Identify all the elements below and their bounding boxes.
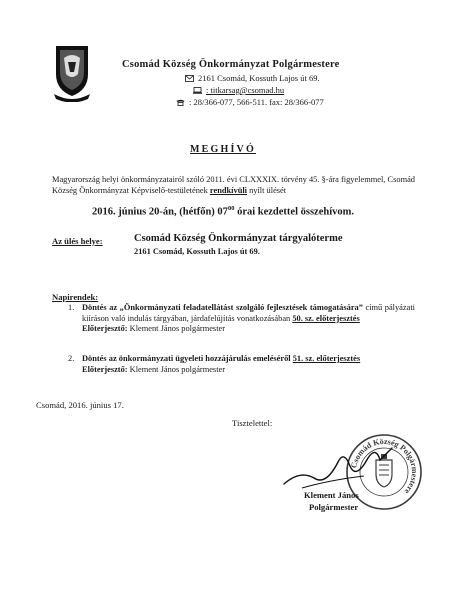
telephone-icon (176, 99, 185, 106)
presenter-label: Előterjesztő: (82, 364, 128, 374)
agenda-item-number: 1. (68, 303, 75, 312)
presenter-label: Előterjesztő: (82, 324, 128, 333)
phone-line (176, 97, 324, 107)
stamp-text: Csomád Község Polgármestere (349, 436, 420, 497)
location-label: Az ülés helye: (52, 236, 103, 246)
email-line (193, 85, 284, 95)
agenda-item-reference: 50. sz. előterjesztés (292, 313, 360, 323)
presenter-name: Klement János polgármester (127, 324, 226, 333)
address-text: 2161 Csomád, Kossuth Lajos út 69. (198, 73, 320, 83)
agenda-item (68, 354, 415, 375)
place-and-date: Csomád, 2016. június 17. (36, 400, 124, 410)
agenda-item-title: Döntés az „Önkormányzati feladatellátást szolgáló fejlesztések támogatására” (82, 303, 363, 312)
location-name: Csomád Község Önkormányzat tárgyalóterme (134, 233, 343, 244)
coat-of-arms-icon (52, 44, 92, 102)
agenda-item-text: című pályázati kiíráson való indulás tárgyában, járdafelújítás vonatkozásában (82, 303, 415, 323)
address-line (185, 73, 320, 83)
agenda-label: Napirendek: (52, 292, 99, 302)
email-text[interactable]: : titkarsag@csomad.hu (206, 85, 285, 95)
intro-text-b: nyílt ülését (247, 185, 287, 195)
intro-extraordinary: rendkívüli (209, 185, 248, 195)
date-text-end: órai kezdettel összehívom. (234, 206, 354, 218)
location-address: 2161 Csomád, Kossuth Lajos út 69. (134, 247, 260, 256)
computer-icon (193, 87, 202, 94)
agenda-item-number: 2. (68, 354, 75, 363)
office-title: Csomád Község Önkormányzat Polgármestere (122, 59, 340, 70)
meeting-date (92, 205, 354, 218)
date-superscript: 00 (227, 205, 235, 212)
closing-text: Tisztelettel: (232, 418, 273, 428)
phone-text: : 28/366-077, 566-511. fax: 28/366-077 (189, 97, 324, 107)
envelope-icon (185, 75, 194, 82)
intro-text-a: Magyarország helyi önkormányzatairól szóló 2011. évi CLXXXIX. törvény 45. §-ára figyelemmel, Csomád Község Önkormányzat Képviselő-testületének (52, 175, 415, 195)
signer-title: Polgármester (309, 502, 359, 512)
handwritten-signature (280, 440, 400, 496)
agenda-item-reference: 51. sz. előterjesztés (292, 354, 361, 363)
date-text: 2016. június 20-án, (hétfőn) 07 (92, 206, 228, 218)
signer-name: Klement János (304, 490, 359, 500)
agenda-item (68, 303, 415, 335)
document-heading: MEGHÍVÓ (190, 144, 256, 155)
agenda-item-title: Döntés az önkormányzati ügyeleti hozzájárulás emeléséről (82, 354, 293, 363)
presenter-name: Klement János polgármester (127, 364, 226, 374)
intro-paragraph (52, 175, 415, 196)
